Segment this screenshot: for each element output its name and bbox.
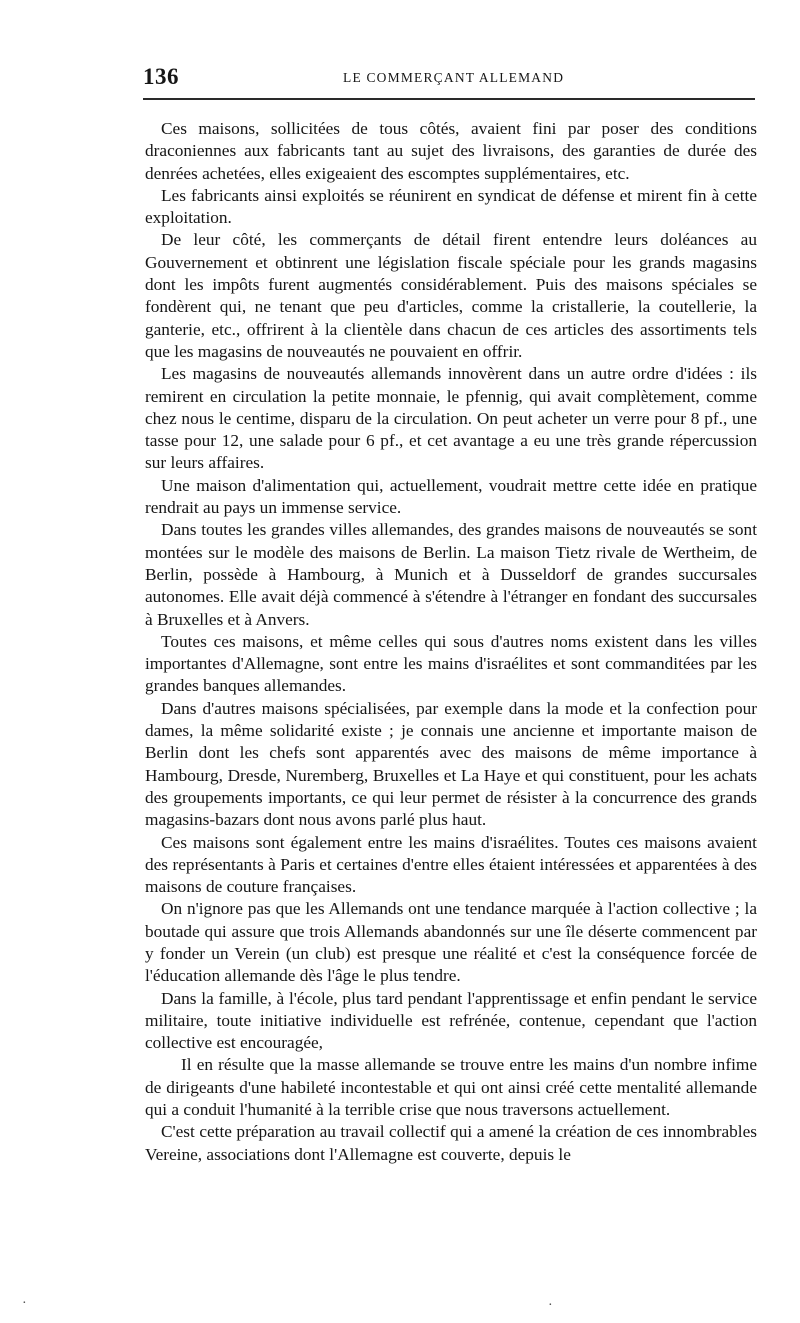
paragraph: Dans d'autres maisons spécialisées, par exemple dans la mode et la confection pour dames, la même solidarité existe ; je connais une ancienne et importante maison de Berlin dont les chefs sont apparentés avec des maisons de même importance à Hambourg, Dresde, Nuremberg, Bruxelles et La Haye et qui constituent, pour les achats des groupements importants, ce qui leur permet de résister à la concurrence des grands magasins-bazars dont nous avons parlé plus haut. [145,698,757,830]
page-header [143,64,755,94]
paragraph: Une maison d'alimentation qui, actuellement, voudrait mettre cette idée en pratique rendrait au pays un immense service. [145,475,757,518]
body-text [145,118,757,1166]
scan-speck-mark: · [548,1298,553,1313]
paragraph: De leur côté, les commerçants de détail firent entendre leurs doléances au Gouvernement et obtinrent une législation fiscale spéciale pour les grands magasins dont les impôts furent augmentés considérablement. Puis des maisons spéciales se fondèrent qui, ne tenant que peu d'articles, comme la cristallerie, la coutellerie, la ganterie, etc., offrirent à la clientèle dans chacun de ces articles des assortiments tels que les magasins de nouveautés ne pouvaient en offrir. [145,230,757,361]
paragraph: Dans la famille, à l'école, plus tard pendant l'apprentissage et enfin pendant le service militaire, toute initiative individuelle est refrénée, contenue, cependant que l'action collective est encouragée, [145,988,757,1053]
paragraph: C'est cette préparation au travail collectif qui a amené la création de ces innombrables Vereine, associations dont l'Allemagne est couverte, depuis le [145,1122,757,1164]
running-title: LE COMMERÇANT ALLEMAND [343,70,565,85]
header-rule [143,98,755,100]
scan-speck-mark: · [22,1296,27,1311]
paragraph: On n'ignore pas que les Allemands ont une tendance marquée à l'action collective ; la boutade qui assure que trois Allemands abandonnés sur une île déserte commencent par y fonder un Verein (un club) est presque une réalité et c'est la conséquence forcée de l'éducation allemande dès l'âge le plus tendre. [145,899,757,986]
paragraph: Toutes ces maisons, et même celles qui sous d'autres noms existent dans les villes importantes d'Allemagne, sont entre les mains d'israélites et sont commanditées par les grandes banques allemandes. [145,631,757,696]
paragraph: Les fabricants ainsi exploités se réunirent en syndicat de défense et mirent fin à cette exploitation. [145,185,757,228]
paragraph: Ces maisons, sollicitées de tous côtés, avaient fini par poser des conditions draconiennes aux fabricants tant au sujet des livraisons, des garanties de durée des denrées achetées, elles exigeaient des escomptes supplémentaires, etc. [145,119,757,183]
paragraph: Il en résulte que la masse allemande se trouve entre les mains d'un nombre infime de dirigeants d'une habileté incontestable et qui ont ainsi créé cette mentalité allemande qui a conduit l'humanité à la terrible crise que nous traversons actuellement. [145,1055,757,1120]
paragraph: Ces maisons sont également entre les mains d'israélites. Toutes ces maisons avaient des représentants à Paris et certaines d'entre elles étaient intéressées et apparentées à des maisons de couture françaises. [145,832,757,897]
paragraph: Les magasins de nouveautés allemands innovèrent dans un autre ordre d'idées : ils remirent en circulation la petite monnaie, le pfennig, qui avait complètement, comme chez nous le centime, disparu de la circulation. On peut acheter un verre pour 8 pf., une tasse pour 12, une salade pour 6 pf., et cet avantage a eu une très grande répercussion sur leurs affaires. [145,364,757,473]
paragraph: Dans toutes les grandes villes allemandes, des grandes maisons de nouveautés se sont montées sur le modèle des maisons de Berlin. La maison Tietz rivale de Wertheim, de Berlin, possède à Hambourg, à Munich et à Dusseldorf de grandes succursales autonomes. Elle avait déjà commencé à s'étendre à l'étranger en fondant des succursales à Bruxelles et à Anvers. [145,520,757,629]
page-number: 136 [143,64,179,89]
